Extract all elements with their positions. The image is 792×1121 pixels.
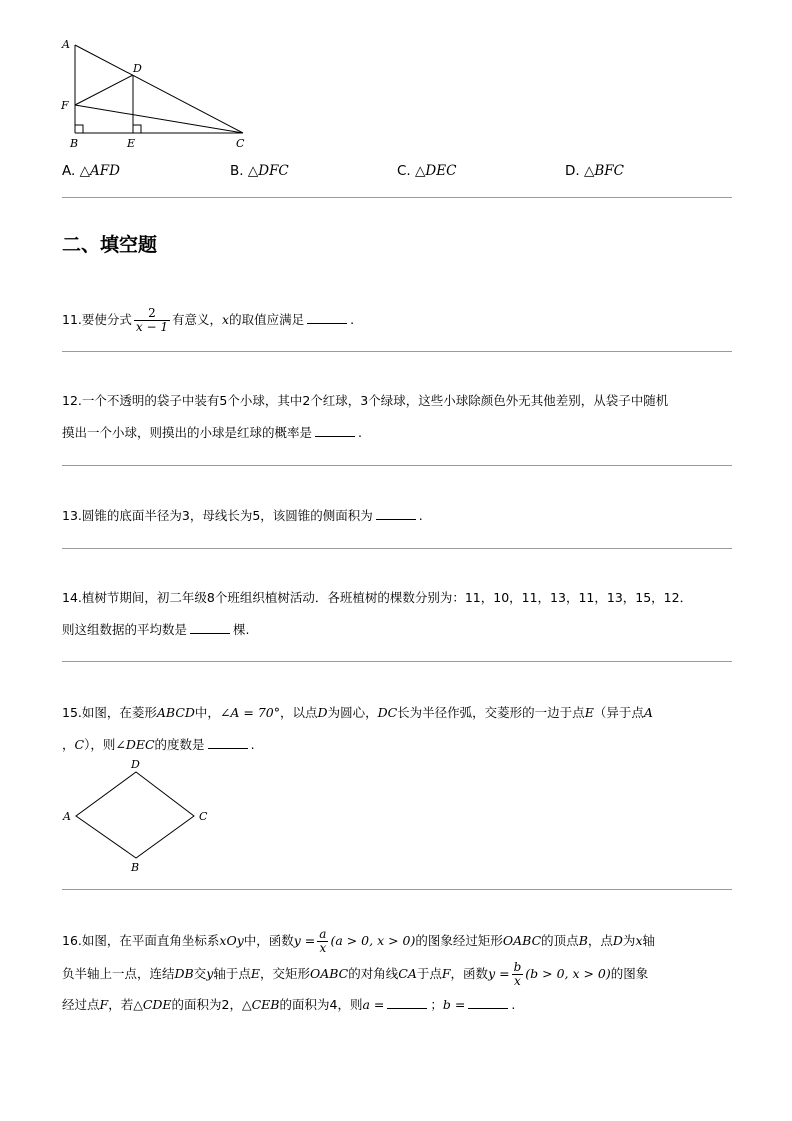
point-label-F: F: [61, 99, 69, 112]
choice-c: C. △DEC: [397, 163, 457, 179]
divider: [62, 465, 732, 466]
fraction: $\frac{2}{x - 1}$: [135, 306, 168, 334]
point-label-B: B: [131, 861, 140, 874]
point-label-D: D: [133, 62, 142, 75]
answer-blank[interactable]: [376, 507, 416, 520]
answer-blank[interactable]: [208, 736, 248, 749]
point-label-A: A: [62, 38, 70, 51]
point-label-B: B: [70, 137, 79, 150]
answer-blank-b[interactable]: [468, 996, 508, 1009]
choice-d: D. △BFC: [565, 163, 624, 179]
rhombus-figure: [58, 756, 218, 878]
choice-a: A. △AFD: [62, 163, 120, 179]
point-label-A: A: [63, 810, 71, 823]
answer-blank[interactable]: [307, 311, 347, 324]
point-label-C: C: [199, 810, 208, 823]
point-label-D: D: [131, 758, 140, 771]
answer-blank[interactable]: [315, 424, 355, 437]
choice-b: B. △DFC: [230, 163, 289, 179]
divider: [62, 351, 732, 352]
question-15: 15.如图，在菱形ABCD中，∠A = 70°，以点D为圆心，DC长为半径作弧，交菱形的一边于点E（异于点A ，C），则∠DEC的度数是 .: [62, 705, 653, 752]
divider: [62, 661, 732, 662]
divider: [62, 197, 732, 198]
question-14: 14.植树节期间，初二年级8个班组织植树活动．各班植树的棵数分别为：11，10，11，13，11，13，15，12． 则这组数据的平均数是 棵.: [62, 590, 693, 637]
divider: [62, 889, 732, 890]
question-13: 13.圆锥的底面半径为3，母线长为5，该圆锥的侧面积为 .: [62, 508, 423, 523]
answer-blank-a[interactable]: [387, 996, 427, 1009]
question-16: 16.如图，在平面直角坐标系xOy中，函数y = $\frac{a}{x}$ (a > 0, x > 0)的图象经过矩形OABC的顶点B，点D为x轴 负半轴上一点，连结DB交y轴于点E，交矩形OABC的对角线CA于点F，函数y = $\frac{b}{x}$ (b > 0, x > 0)的图象 经过点F，若△CDE的面积为2，△CEB的面积为4，则a = ；b = .: [62, 927, 656, 1012]
answer-blank[interactable]: [190, 621, 230, 634]
question-12: 12.一个不透明的袋子中装有5个小球，其中2个红球，3个绿球，这些小球除颜色外无其他差别，从袋子中随机 摸出一个小球，则摸出的小球是红球的概率是 .: [62, 393, 669, 440]
point-label-E: E: [127, 137, 136, 150]
divider: [62, 548, 732, 549]
point-label-C: C: [236, 137, 245, 150]
question-11: 11.要使分式 $\frac{2}{x - 1}$ 有意义，x的取值应满足 .: [62, 306, 355, 334]
section-title: 二、填空题: [62, 234, 158, 256]
triangle-figure: [55, 35, 255, 155]
